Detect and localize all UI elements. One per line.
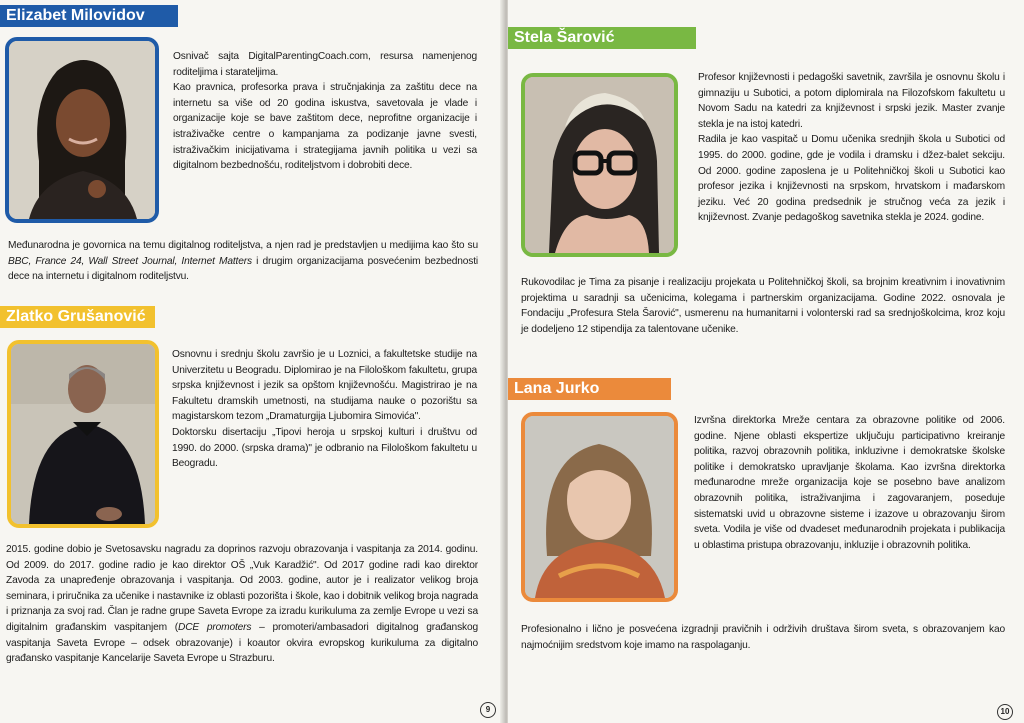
name-bar-milovidov: Elizabet Milovidov <box>0 5 178 27</box>
bio-milovidov-cont-text-1: Međunarodna je govornica na temu digitalnog roditeljstva, a njen rad je predstavljen u medijima kao što su <box>8 240 478 251</box>
bio-milovidov <box>173 49 477 174</box>
portrait-grusanovic <box>7 340 159 528</box>
bio-sarovic <box>698 70 1005 226</box>
name-bar-jurko: Lana Jurko <box>508 378 671 400</box>
bio-grusanovic-cont-text-1: 2015. godine dobio je Svetosavsku nagradu za doprinos razvoju obrazovanja i vaspitanja za 2014. godinu. Od 2009. do 2017. godine radio je kao direktor OŠ „Vuk Karadžić". Od 2017 godine radi kao direktor Zavoda za unapređenje obrazovanja i vaspitanja. Od 2003. godine, autor je i realizator velikog broja seminara, i priručnika za učenike i nastavnike iz oblasti pozorišta i škole, kao i dobitnik velikog broja nagrada i priznanja za svoj rad. Član je radne grupe Saveta Evrope za izradu kurikuluma za zemlje Evrope u vezi sa digitalnim građanskim vaspitanjem ( <box>6 544 478 633</box>
bio-milovidov-cont-text-2: i drugim organizacijama posvećenim bezbednosti dece na internetu i digitalnom roditeljstvu. <box>8 255 478 283</box>
bio-jurko-para-1: Izvršna direktorka Mreže centara za obrazovne politike od 2006. godine. Njene oblasti ekspertize uključuju participativno kreiranje politika, razvoj obrazovnih politika, inkluzivne i demokratske školske politike i demokratsko upravljanje školama. Kao izvršna direktorka međunarodne mreže organizacija koje se posebno bave analizom obrazovnih politika, istraživanjima i zagovaranjem, poseduje sistematski uvid u obrazovne sisteme i izazove u obrazovanju širom sveta. Vodila je više od dvadeset međunarodnih projekata i publikacija u oblastima pristupa obrazovanju, inkluzije i obrazovnih politika. <box>694 415 1005 551</box>
dce-promoters: DCE promoters <box>178 621 252 633</box>
bio-jurko-continued <box>521 622 1005 653</box>
bio-jurko <box>694 413 1005 553</box>
page-number-left: 9 <box>480 702 496 718</box>
bio-jurko-cont-text: Profesionalno i lično je posvećena izgradnji pravičnih i održivih društava širom sveta, s obrazovanjem kao najmoćnijim sredstvom koje imamo na raspolaganju. <box>521 624 1005 651</box>
bio-grusanovic-cont-text-2: – promoteri/ambasadori digitalnog građanskog vaspitanja Saveta Evrope – odsek obrazovanje) i koautor okvira evropskog kurikuluma za digitalno građansko vaspitanje Kancelarije Saveta Evrope u Strazburu. <box>6 621 478 665</box>
bio-grusanovic <box>172 347 477 472</box>
bio-grusanovic-continued <box>6 542 478 667</box>
bio-sarovic-para-2: Radila je kao vaspitač u Domu učenika srednjih škola u Subotici od 1995. do 2000. godine, gde je vodila i dramsku i džez-balet sekciju. Od 2000. godine zaposlena je u Politehničkoj školi u Subotici kao profesor jezika i književnosti na srpskom, hrvatskom i mađarskom jeziku. Već 20 godina predsednik je stručnog veća za jezik i književnost. Zvanje pedagoškog savetnika stekla je 2024. godine. <box>698 134 1005 224</box>
bio-sarovic-cont-text: Rukovodilac je Tima za pisanje i realizaciju projekata u Politehničkoj školi, sa brojnim kreativnim i inovativnim projektima u saradnji sa učenicima, kolegama i partnerskim organizacijama. Godine 2022. osnovala je Fondaciju „Profesura Stela Šarović", usmerenu na humanitarni i volonterski rad sa srednjoškolcima, kroz koju je dodeljeno 12 stipendija za talentovane učenike. <box>521 277 1005 335</box>
portrait-grusanovic-image <box>11 344 155 524</box>
left-page <box>0 0 506 723</box>
portrait-sarovic <box>521 73 678 257</box>
name-bar-sarovic: Stela Šarović <box>508 27 696 49</box>
bio-sarovic-para-1: Profesor književnosti i pedagoški savetnik, završila je osnovnu školu i gimnaziju u Subotici, a potom diplomirala na Filozofskom fakultetu u Novom Sadu na katedri za književnost i srpski jezik. Master zvanje stekla je na istoj katedri. <box>698 72 1005 130</box>
media-outlets: BBC, France 24, Wall Street Journal, Internet Matters <box>8 255 252 267</box>
bio-milovidov-para-2: Kao pravnica, profesorka prava i stručnjakinja za zaštitu dece na internetu sa više od 20 godina iskustva, savetovala je vlade i organizacije koje se bave zaštitom dece, neprofitne organizacije i istraživačke centre o kampanjama za podizanje javne svesti, istraživačkim inicijativama i strategijama javnih politika u vezi sa digitalnom bezbednošću, roditeljstvom i dobrobiti dece. <box>173 82 477 172</box>
portrait-milovidov <box>5 37 159 223</box>
portrait-jurko <box>521 412 678 602</box>
bio-grusanovic-para-2: Doktorsku disertaciju „Tipovi heroja u srpskoj kulturi i društvu od 1990. do 2000. (srpska drama)" je odbranio na Filološkom fakultetu u Beogradu. <box>172 426 477 470</box>
bio-milovidov-continued <box>8 238 478 285</box>
bio-milovidov-para-1: Osnivač sajta DigitalParentingCoach.com, resursa namenjenog roditeljima i starateljima. <box>173 51 477 78</box>
portrait-milovidov-image <box>9 41 155 219</box>
right-page <box>508 0 1024 723</box>
portrait-jurko-image <box>525 416 674 598</box>
portrait-sarovic-image <box>525 77 674 253</box>
bio-sarovic-continued <box>521 275 1005 337</box>
name-bar-grusanovic: Zlatko Grušanović <box>0 306 155 328</box>
page-number-right: 10 <box>997 704 1013 720</box>
bio-grusanovic-para-1: Osnovnu i srednju školu završio je u Loznici, a fakultetske studije na Univerzitetu u Beogradu. Diplomirao je na Filološkom fakultetu, grupa srpska književnost i jezik sa opštom književnošću. Magistrirao je na Fakultetu dramskih umetnosti, na studijama nauke o pozorištu sa magistarskom tezom „Dramaturgija Ljubomira Simovića". <box>172 349 477 423</box>
